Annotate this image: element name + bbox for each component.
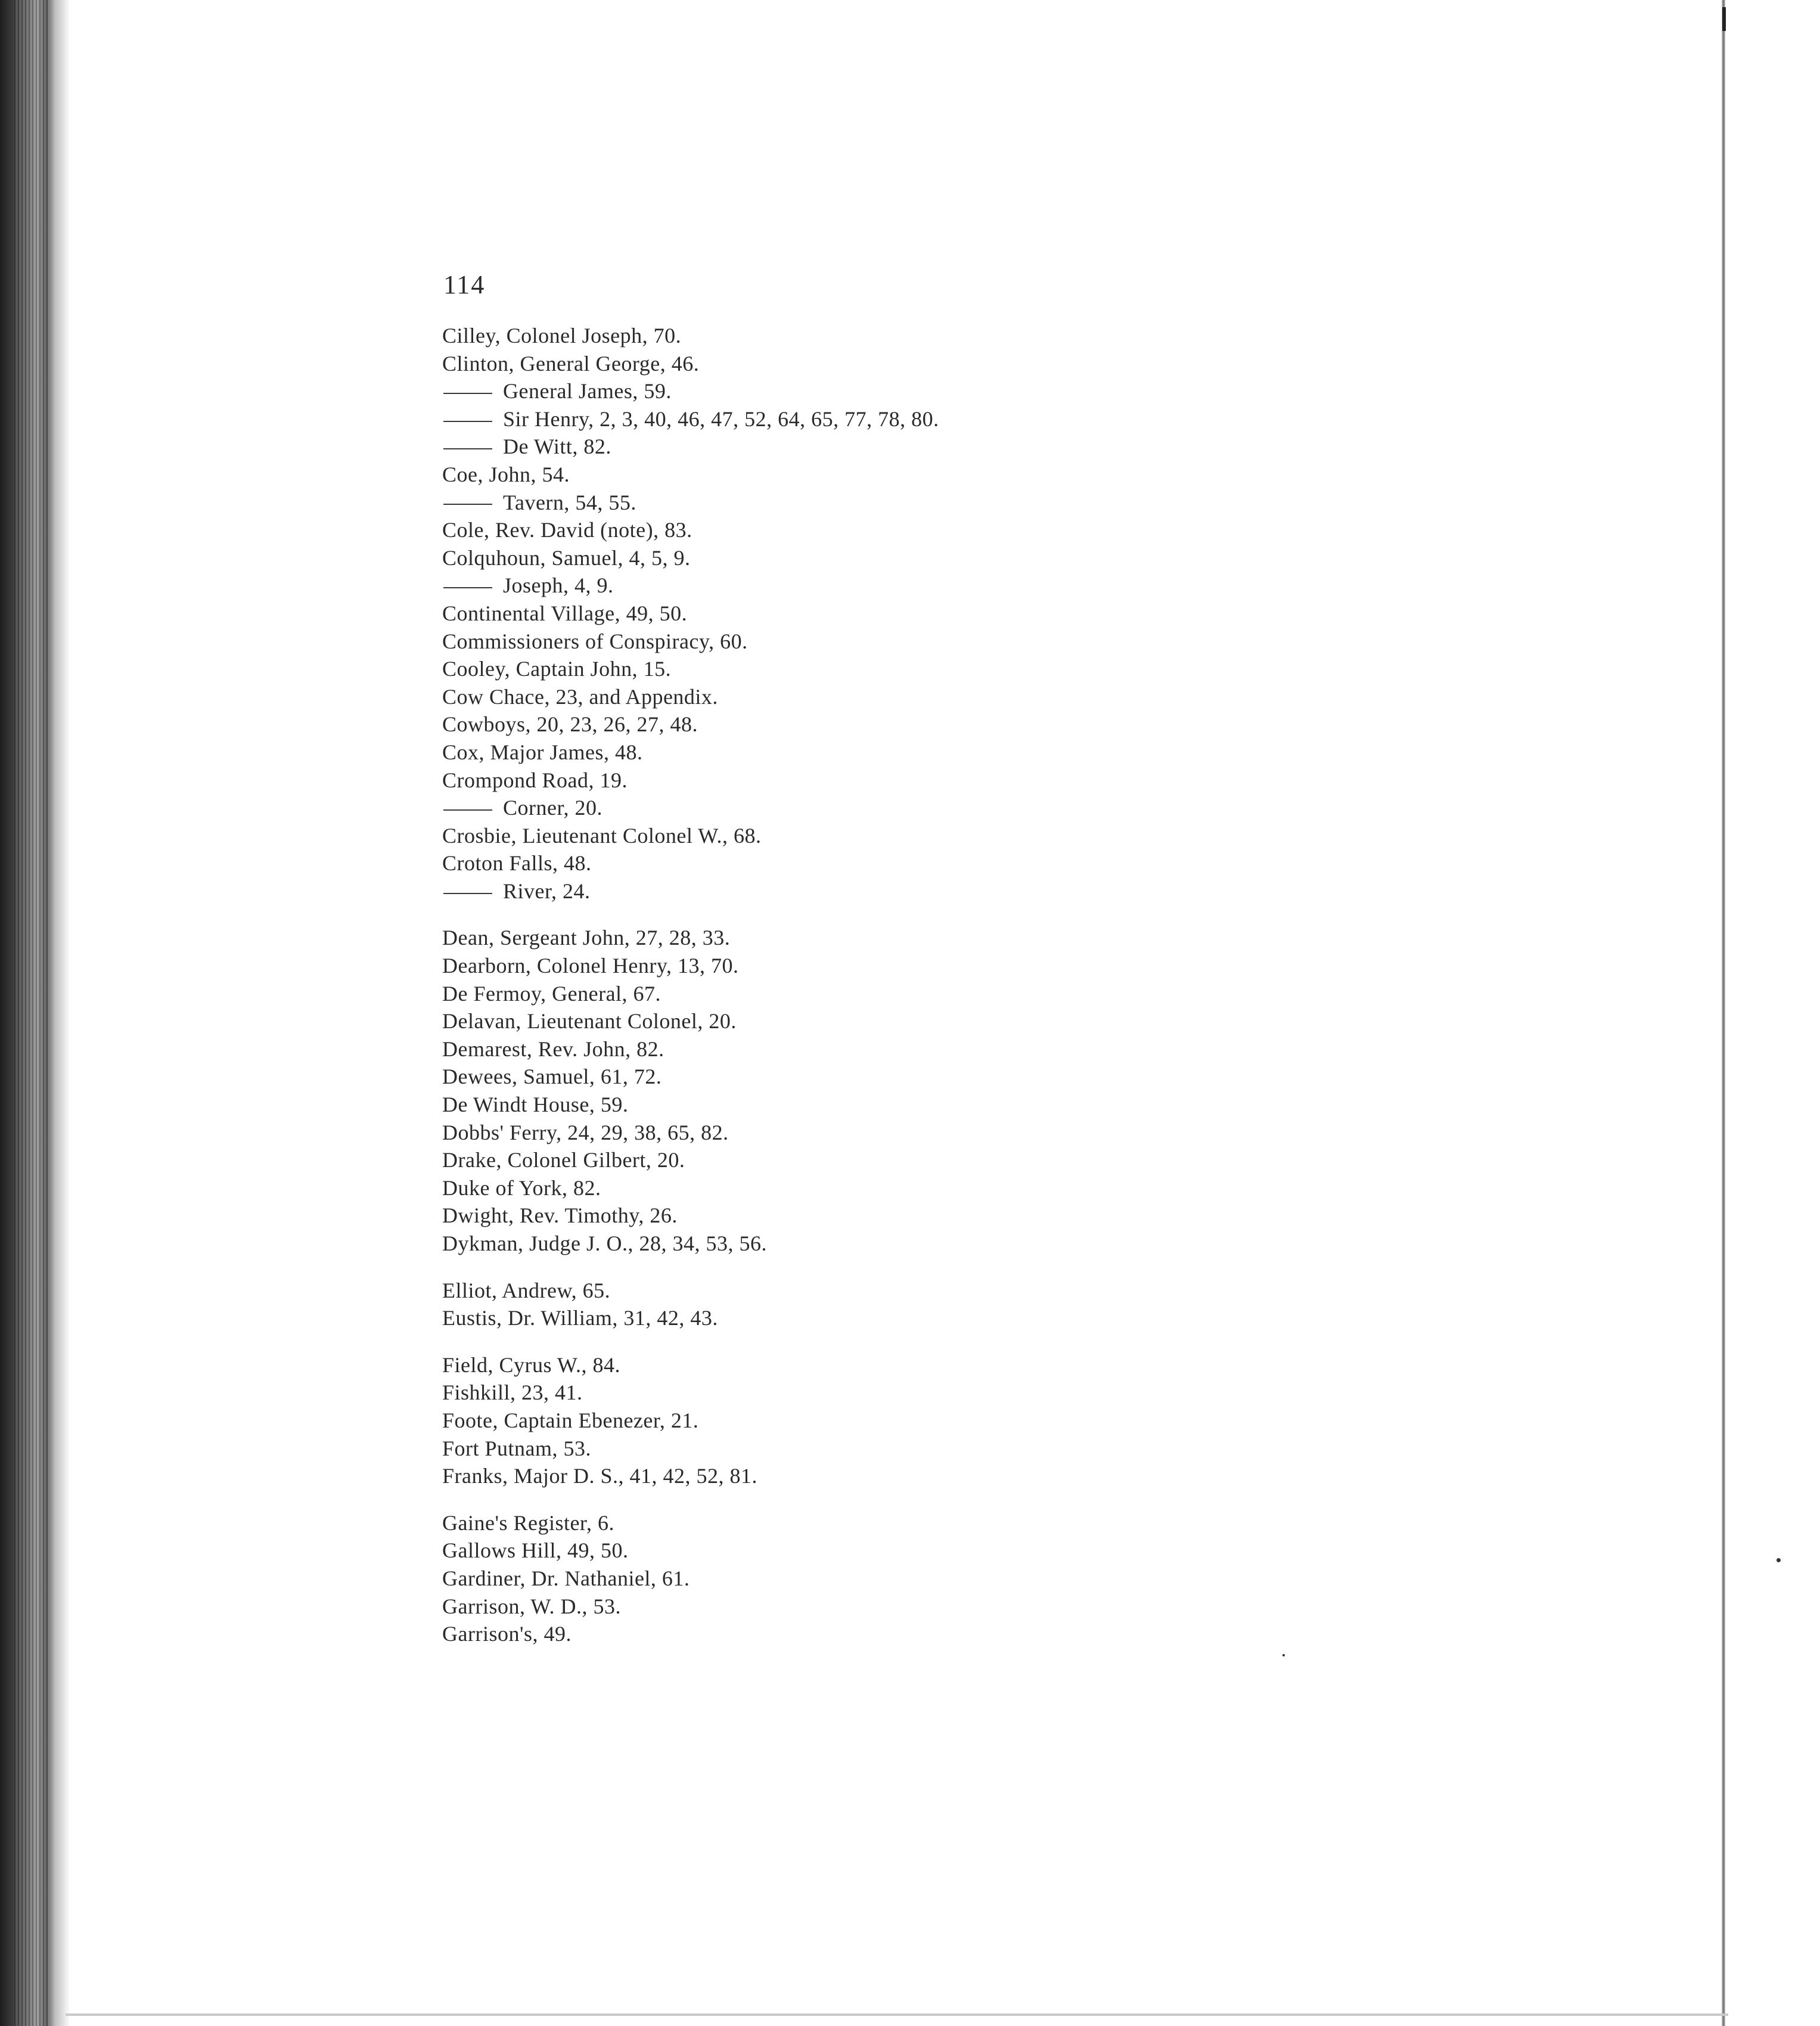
index-list (442, 322, 1515, 1648)
entry-text: Dearborn, Colonel Henry, 13, 70. (442, 954, 739, 978)
entry-text: De Witt, 82. (503, 435, 611, 459)
entry-text: Drake, Colonel Gilbert, 20. (442, 1148, 685, 1172)
entry-text: Field, Cyrus W., 84. (442, 1352, 621, 1377)
binding-texture (14, 0, 50, 2026)
entry-text: Clinton, General George, 46. (442, 351, 700, 376)
index-entry (442, 1462, 1515, 1490)
entry-text: Continental Village, 49, 50. (442, 601, 688, 625)
index-entry (442, 1230, 1515, 1258)
entry-text: Commissioners of Conspiracy, 60. (442, 629, 748, 653)
index-entry (442, 1035, 1515, 1063)
entry-text: Dwight, Rev. Timothy, 26. (442, 1203, 678, 1228)
index-entry (442, 767, 1515, 795)
index-entry (442, 683, 1515, 711)
entry-text: Elliot, Andrew, 65. (442, 1278, 611, 1302)
entry-text: Gardiner, Dr. Nathaniel, 61. (442, 1566, 690, 1590)
ditto-dash (443, 587, 492, 588)
index-entry (442, 1007, 1515, 1035)
entry-text: Fort Putnam, 53. (442, 1436, 592, 1460)
entry-text: Cilley, Colonel Joseph, 70. (442, 324, 682, 348)
entry-text: Colquhoun, Samuel, 4, 5, 9. (442, 545, 691, 570)
index-entry (442, 952, 1515, 980)
index-subentry (442, 489, 1515, 517)
entry-text: Duke of York, 82. (442, 1175, 601, 1200)
index-entry (442, 544, 1515, 572)
ditto-dash (443, 504, 492, 505)
index-entry (442, 1277, 1515, 1305)
entry-text: Cowboys, 20, 23, 26, 27, 48. (442, 712, 698, 737)
index-entry (442, 1119, 1515, 1147)
entry-text: Cooley, Captain John, 15. (442, 657, 672, 681)
entry-text: General James, 59. (503, 379, 672, 404)
index-entry (442, 924, 1515, 952)
ditto-dash (443, 809, 492, 811)
index-subentry (442, 877, 1515, 905)
group-separator (442, 1490, 1515, 1509)
index-entry (442, 600, 1515, 628)
index-entry (442, 849, 1515, 877)
page-number: 114 (443, 270, 486, 299)
index-entry (442, 1565, 1515, 1593)
index-entry (442, 1379, 1515, 1407)
index-entry (442, 739, 1515, 767)
index-subentry (442, 794, 1515, 822)
entry-text: Corner, 20. (503, 796, 603, 820)
entry-text: Dobbs' Ferry, 24, 29, 38, 65, 82. (442, 1120, 729, 1144)
entry-text: Tavern, 54, 55. (503, 490, 636, 514)
index-entry (442, 1351, 1515, 1379)
index-subentry (442, 405, 1515, 433)
index-entry (442, 980, 1515, 1008)
index-entry (442, 1202, 1515, 1230)
entry-text: Delavan, Lieutenant Colonel, 20. (442, 1009, 737, 1034)
ditto-dash (443, 893, 492, 894)
entry-text: Crosbie, Lieutenant Colonel W., 68. (442, 823, 762, 848)
page-bottom-edge (66, 2013, 1728, 2016)
group-separator (442, 905, 1515, 924)
index-entry (442, 322, 1515, 350)
index-entry (442, 1509, 1515, 1537)
entry-text: Eustis, Dr. William, 31, 42, 43. (442, 1306, 718, 1330)
entry-text: Garrison's, 49. (442, 1622, 572, 1646)
entry-text: Dean, Sergeant John, 27, 28, 33. (442, 926, 731, 950)
entry-text: River, 24. (503, 879, 591, 903)
entry-text: Crompond Road, 19. (442, 768, 628, 792)
entry-text: Joseph, 4, 9. (503, 573, 614, 598)
entry-text: Cow Chace, 23, and Appendix. (442, 684, 718, 709)
index-entry (442, 1435, 1515, 1463)
group-separator (442, 1332, 1515, 1351)
entry-text: Cox, Major James, 48. (442, 740, 643, 764)
page-right-edge (1722, 0, 1725, 2026)
entry-text: Cole, Rev. David (note), 83. (442, 518, 692, 542)
index-entry (442, 1174, 1515, 1202)
entry-text: Garrison, W. D., 53. (442, 1594, 621, 1618)
index-entry (442, 655, 1515, 683)
index-entry (442, 1407, 1515, 1435)
index-entry (442, 1593, 1515, 1621)
entry-text: Sir Henry, 2, 3, 40, 46, 47, 52, 64, 65, 77, 78, 80. (503, 407, 939, 431)
entry-text: Dykman, Judge J. O., 28, 34, 53, 56. (442, 1231, 767, 1255)
entry-text: Demarest, Rev. John, 82. (442, 1037, 664, 1061)
ditto-dash (443, 393, 492, 394)
entry-text: Fishkill, 23, 41. (442, 1380, 583, 1405)
ditto-dash (443, 421, 492, 422)
entry-text: De Fermoy, General, 67. (442, 981, 661, 1006)
entry-text: Croton Falls, 48. (442, 851, 592, 876)
index-subentry (442, 377, 1515, 405)
ditto-dash (443, 448, 492, 449)
index-entry (442, 822, 1515, 850)
edge-mark (1722, 7, 1726, 31)
entry-text: Gallows Hill, 49, 50. (442, 1538, 629, 1563)
index-entry (442, 1063, 1515, 1091)
entry-text: Franks, Major D. S., 41, 42, 52, 81. (442, 1464, 757, 1488)
entry-text: De Windt House, 59. (442, 1093, 629, 1117)
index-entry (442, 1537, 1515, 1565)
index-subentry (442, 572, 1515, 600)
index-entry (442, 350, 1515, 378)
index-entry (442, 1091, 1515, 1119)
entry-text: Coe, John, 54. (442, 462, 570, 486)
index-entry (442, 1620, 1515, 1648)
index-subentry (442, 433, 1515, 461)
index-entry (442, 516, 1515, 544)
entry-text: Foote, Captain Ebenezer, 21. (442, 1408, 699, 1432)
paper-speck (1282, 1654, 1285, 1656)
entry-text: Dewees, Samuel, 61, 72. (442, 1065, 662, 1089)
index-entry (442, 461, 1515, 489)
group-separator (442, 1258, 1515, 1277)
paper-speck (1776, 1558, 1781, 1562)
index-entry (442, 1146, 1515, 1174)
index-entry (442, 1304, 1515, 1332)
entry-text: Gaine's Register, 6. (442, 1510, 614, 1535)
index-entry (442, 711, 1515, 739)
index-entry (442, 628, 1515, 656)
